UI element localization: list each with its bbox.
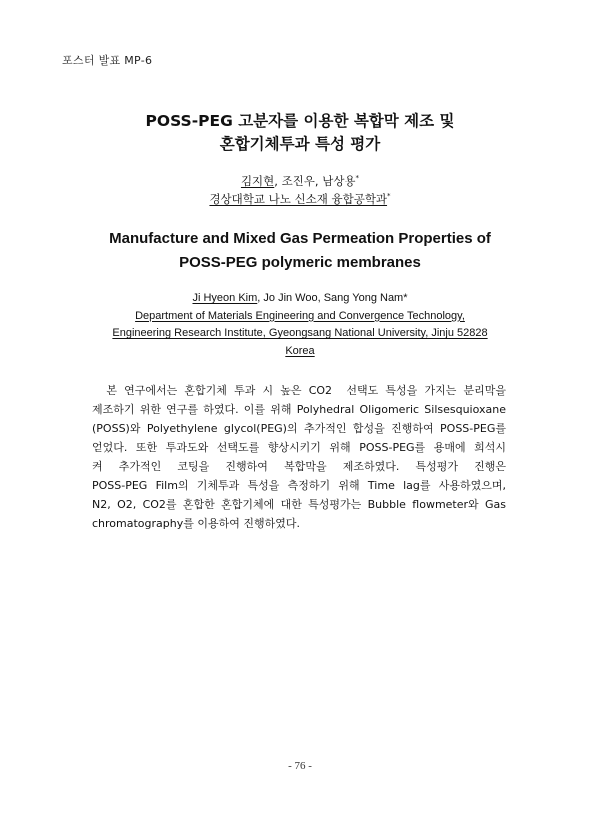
english-authors <box>0 290 600 360</box>
korean-affiliation-line <box>0 190 600 208</box>
korean-title-line-1: POSS-PEG 고분자를 이용한 복합막 제조 및 <box>145 112 455 130</box>
korean-first-author: 김지현 <box>240 174 275 188</box>
abstract-line: 얻었다. 또한 투과도와 선택도를 향상시키기 위해 POSS-PEG를 용매에 희석시 <box>92 441 506 454</box>
english-affiliation-line-2: Engineering Research Institute, Gyeongsang National University, Jinju 52828 <box>112 327 488 339</box>
abstract-line: 본 연구에서는 혼합기체 투과 시 높은 CO2 선택도 특성을 가지는 분리막을 <box>92 384 506 397</box>
korean-corresponding-mark: * <box>355 174 360 183</box>
korean-title <box>0 110 600 156</box>
korean-title-line-2: 혼합기체투과 특성 평가 <box>219 135 381 153</box>
english-title <box>0 227 600 275</box>
english-author-line <box>0 290 600 308</box>
english-other-authors: , Jo Jin Woo, Sang Yong Nam* <box>257 292 408 304</box>
session-label: 포스터 발표 MP-6 <box>62 54 153 67</box>
korean-affiliation: 경상대학교 나노 신소재 융합공학과 <box>209 192 388 206</box>
abstract-line: N2, O2, CO2를 혼합한 혼합기체에 대한 특성평가는 Bubble flowmeter와 Gas <box>92 498 506 511</box>
page-number: - 76 - <box>288 760 312 772</box>
korean-authors <box>0 172 600 208</box>
english-affiliation-line-1: Department of Materials Engineering and Convergence Technology, <box>135 309 465 322</box>
english-title-line-2: POSS-PEG polymeric membranes <box>179 254 421 271</box>
korean-other-authors: , 조진우, 남상용 <box>274 174 356 188</box>
english-title-line-1: Manufacture and Mixed Gas Permeation Properties of <box>109 230 491 247</box>
abstract-body <box>92 381 506 533</box>
abstract-line: chromatography를 이용하여 진행하였다. <box>92 517 300 530</box>
korean-author-line <box>0 172 600 190</box>
abstract-line: (POSS)와 Polyethylene glycol(PEG)의 추가적인 합성을 진행하여 POSS-PEG를 <box>92 422 506 435</box>
english-affiliation-line-3: Korea <box>285 344 315 357</box>
abstract-line: 켜 추가적인 코팅을 진행하여 복합막을 제조하였다. 특성평가 진행은 <box>92 460 506 473</box>
korean-affiliation-mark: * <box>387 192 391 201</box>
english-first-author: Ji Hyeon Kim <box>192 292 258 304</box>
abstract-line: POSS-PEG Film의 기체투과 특성을 측정하기 위해 Time lag를 사용하였으며, <box>92 479 506 492</box>
abstract-line: 제조하기 위한 연구를 하였다. 이를 위해 Polyhedral Oligomeric Silsesquioxane <box>92 403 506 416</box>
